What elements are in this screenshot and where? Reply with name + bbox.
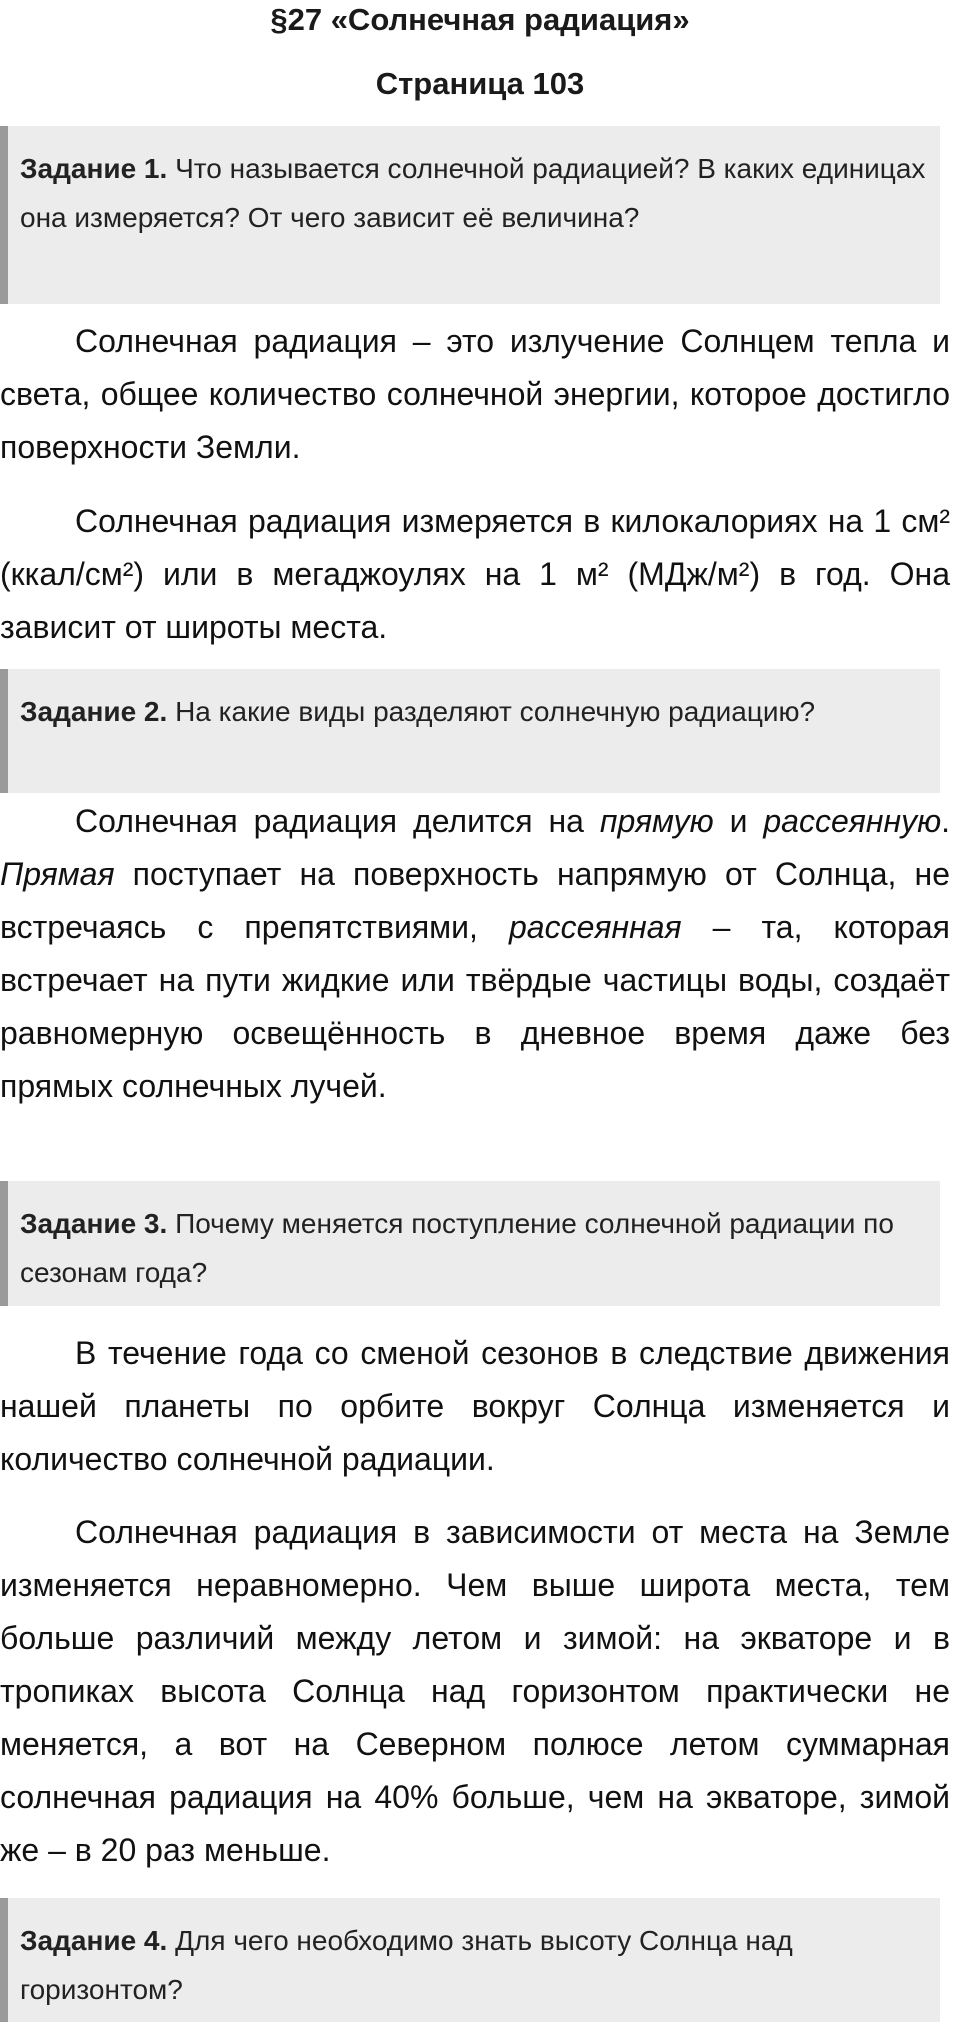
answer-paragraph: В течение года со сменой сезонов в следствие движения нашей планеты по орбите вокруг Солнца изменяется и количество солнечной радиации.	[0, 1335, 950, 1477]
answer-paragraph: Солнечная радиация измеряется в килокалориях на 1 см² (ккал/см²) или в мегаджоулях на 1 м² (МДж/м²) в год. Она зависит от широты места.	[0, 503, 950, 645]
task-text: Что называется солнечной радиацией? В каких единицах она измеряется? От чего зависит её величина?	[20, 153, 926, 233]
task-text: На какие виды разделяют солнечную радиацию?	[167, 696, 816, 727]
task-label: Задание 4.	[20, 1925, 168, 1956]
page-number-title: Страница 103	[375, 66, 585, 101]
task-label: Задание 2.	[20, 696, 168, 727]
task-text: Для чего необходимо знать высоту Солнца над горизонтом?	[20, 1925, 793, 2005]
task-box-4	[0, 1898, 940, 2022]
answer-paragraph: Солнечная радиация в зависимости от места на Земле изменяется неравномерно. Чем выше широта места, тем больше различий между летом и зимой: на экваторе и в тропиках высота Солнца над горизонтом практически не меняется, а вот на Северном полюсе летом суммарная солнечная радиация на 40% больше, чем на экваторе, зимой же – в 20 раз меньше.	[0, 1514, 950, 1868]
term-direct-cap: Прямая	[0, 856, 115, 892]
task-box-1	[0, 126, 940, 304]
answer-paragraph: Солнечная радиация – это излучение Солнцем тепла и света, общее количество солнечной энергии, которое достигло поверхности Земли.	[0, 323, 950, 465]
task-label: Задание 1.	[20, 153, 168, 184]
task-label: Задание 3.	[20, 1208, 168, 1239]
term-diffuse: рассеянную	[763, 803, 942, 839]
answer-paragraph-types: Солнечная радиация делится на прямую и рассеянную. Прямая поступает на поверхность напрямую от Солнца, не встречаясь с препятствиями, рассеянная – та, которая встречает на пути жидкие или твёрдые частицы воды, создаёт равномерную освещённость в дневное время даже без прямых солнечных лучей.	[0, 803, 951, 1104]
section-title: §27 «Солнечная радиация»	[270, 2, 690, 37]
term-diffuse-2: рассеянная	[508, 909, 682, 945]
term-direct: прямую	[599, 803, 714, 839]
task-text: Почему меняется поступление солнечной радиации по сезонам года?	[20, 1208, 894, 1288]
task-box-3	[0, 1181, 940, 1306]
task-box-2	[0, 669, 940, 793]
